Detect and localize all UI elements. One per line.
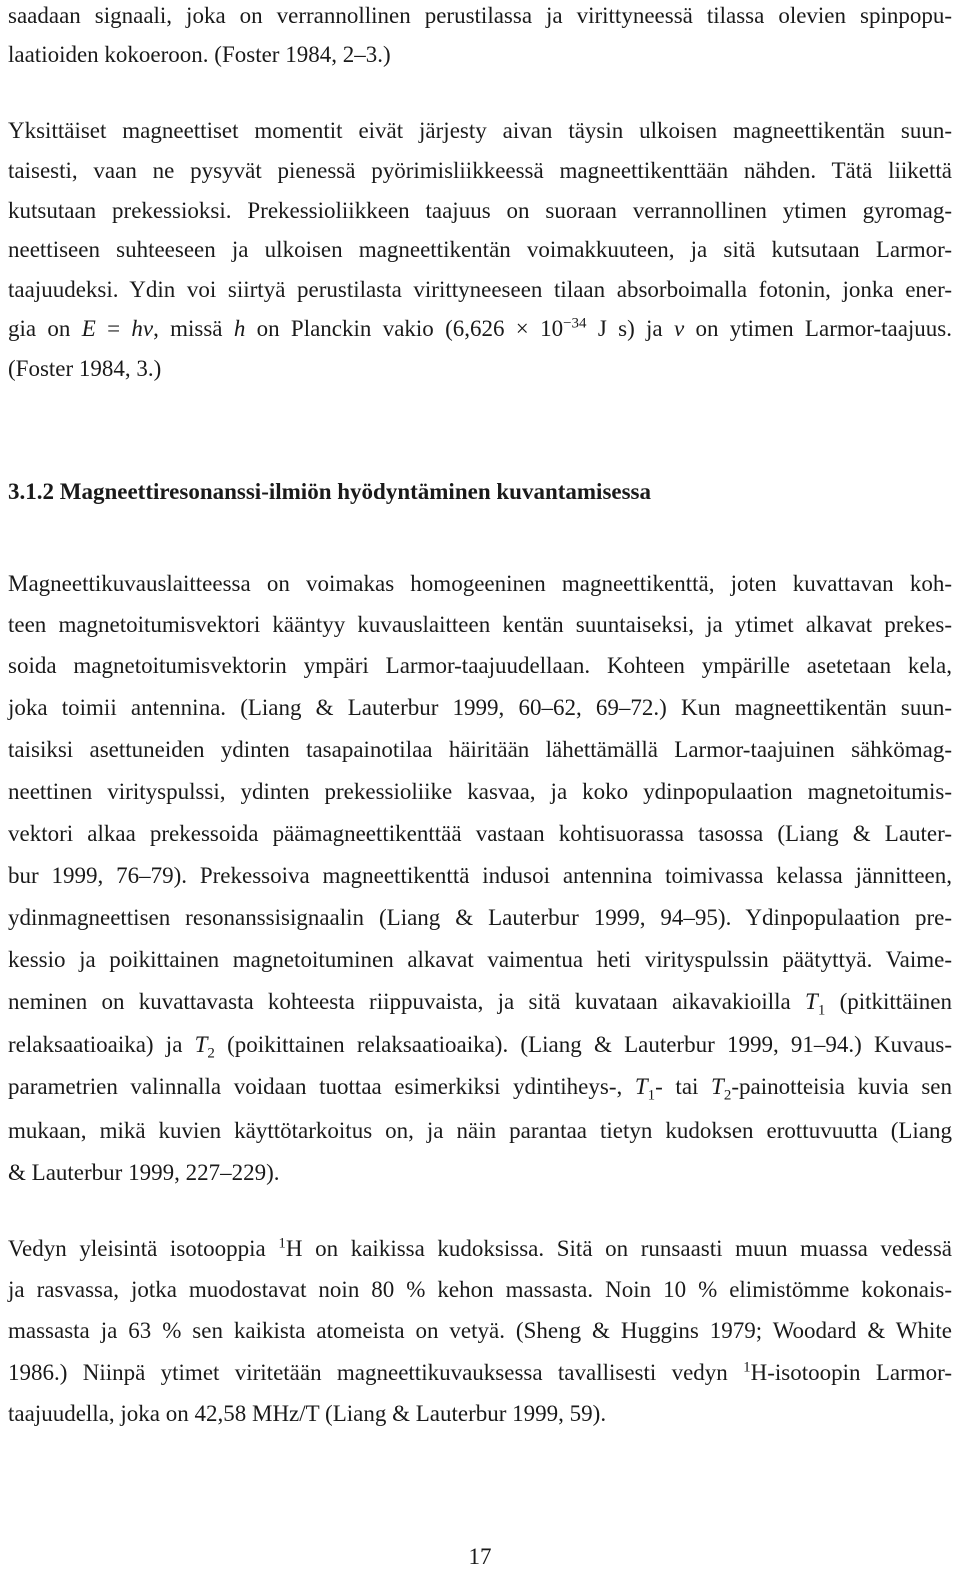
subscript: 1 [817,1002,826,1019]
text-line: vektori alkaa prekessoida päämagneettikenttää vastaan kohtisuorassa tasossa (Liang & Lauter- [8,821,952,846]
formula-line [8,315,952,343]
math-symbol-t: T [711,1074,724,1099]
text-line: teen magnetoitumisvektori kääntyy kuvauslaitteen kentän suuntaiseksi, ja ytimet alkavat prekes- [8,612,952,637]
math-symbol-t: T [634,1074,648,1099]
math-symbol-nu: ν [142,316,154,341]
text-line: kutsutaan prekessioksi. Prekessioliikkeen taajuus on suoraan verrannollinen ytimen gyromag- [8,198,952,223]
superscript: 1 [278,1235,286,1252]
text-line: laatioiden kokoeroon. (Foster 1984, 2–3.) [8,42,391,67]
text-span: -painotteisia kuvia sen [731,1074,952,1099]
section-title: Magneettiresonanssi-ilmiön hyödyntäminen kuvantamisessa [59,479,652,504]
subscript: 2 [723,1087,732,1104]
text-line: neettinen virityspulssi, ydinten prekessioliike kasvaa, ja koko ydinpopulaation magnetoitumis- [8,779,952,804]
text-line: kessio ja poikittainen magnetoituminen alkavat vaimentua heti virityspulssin päätyttyä. Vaime- [8,947,952,972]
text-line [8,1073,952,1104]
text-line: taisesti, vaan ne pysyvät pienessä pyörimisliikkeessä magneettikenttään nähden. Tätä liikettä [8,158,952,183]
text-line: taajuudeksi. Ydin voi siirtyä perustilasta virittyneeseen tilaan absorboimalla fotonin, jonka ener- [8,277,952,302]
text-span: gia on [8,316,82,341]
text-line: taajuudella, joka on 42,58 MHz/T (Liang & Lauterbur 1999, 59). [8,1401,607,1426]
text-line: taisiksi asettuneiden ydinten tasapainotilaa häiritään lähettämällä Larmor-taajuinen sähkömag- [8,737,952,762]
text-span: H-isotoopin Larmor- [750,1360,952,1385]
text-span: on ytimen Larmor-taajuus. [684,316,952,341]
text-span: Vedyn yleisintä isotooppia [8,1236,279,1261]
subscript: 2 [207,1045,215,1062]
text-line: (Foster 1984, 3.) [8,356,162,381]
section-number: 3.1.2 [8,479,54,504]
math-symbol-h: h [131,316,143,341]
section-heading [8,478,651,506]
math-symbol-e: E [81,316,96,341]
text-line [8,1235,952,1263]
text-line: Magneettikuvauslaitteessa on voimakas homogeeninen magneettikenttä, joten kuvattavan koh- [8,571,952,596]
text-span: on Planckin vakio (6,626 × 10 [245,316,564,341]
page-number: 17 [468,1544,492,1569]
exponent: −34 [563,315,587,332]
text-line: Yksittäiset magneettiset momentit eivät järjesty aivan täysin ulkoisen magneettikentän suun- [8,118,952,143]
text-span: (pitkittäinen [825,989,953,1014]
text-line: bur 1999, 76–79). Prekessoiva magneettikenttä indusoi antennina toimivassa kelassa jännitteen, [8,863,952,888]
text-span: - tai [655,1074,712,1099]
text-span: J s) ja [586,316,674,341]
math-symbol-t: T [194,1032,208,1057]
text-span: relaksaatioaika) ja [8,1032,195,1057]
text-line: massasta ja 63 % sen kaikista atomeista on vetyä. (Sheng & Huggins 1979; Woodard & White [8,1318,952,1343]
text-line: ydinmagneettisen resonanssisignaalin (Liang & Lauterbur 1999, 94–95). Ydinpopulaation pre- [8,905,952,930]
text-line: soida magnetoitumisvektorin ympäri Larmor-taajuudellaan. Kohteen ympärille asetetaan kela, [8,653,952,678]
text-line [8,988,953,1019]
text-span: (poikittainen relaksaatioaika). (Liang & Lauterbur 1999, 91–94.) Kuvaus- [214,1032,952,1057]
text-span: , missä [153,316,234,341]
math-symbol-h: h [233,316,246,341]
text-line: & Lauterbur 1999, 227–229). [8,1160,280,1185]
text-span: parametrien valinnalla voidaan tuottaa esimerkiksi ydintiheys-, [8,1074,635,1099]
text-line: ja rasvassa, jotka muodostavat noin 80 % kehon massasta. Noin 10 % elimistömme kokonais- [8,1277,952,1302]
text-line [8,1359,952,1387]
math-symbol-nu: ν [673,316,685,341]
text-span: 1986.) Niinpä ytimet viritetään magneettikuvauksessa tavallisesti vedyn [8,1360,744,1385]
text-line: saadaan signaali, joka on verrannollinen perustilassa ja virittyneessä tilassa olevien spinpopu- [8,3,952,28]
superscript: 1 [743,1359,751,1376]
text-line [8,1031,952,1062]
equals-sign: = [95,316,132,341]
math-symbol-t: T [805,989,818,1014]
subscript: 1 [647,1087,656,1104]
text-line: neettiseen suhteeseen ja ulkoisen magneettikentän voimakkuuteen, ja sitä kutsutaan Larmor- [8,237,952,262]
text-span: H on kaikissa kudoksissa. Sitä on runsaasti muun muassa vedessä [285,1236,952,1261]
text-span: neminen on kuvattavasta kohteesta riippuvaista, ja sitä kuvataan aikavakioilla [8,989,806,1014]
text-line: mukaan, mikä kuvien käyttötarkoitus on, ja näin parantaa tietyn kudoksen erottuvuutta (Liang [8,1118,952,1143]
text-line: joka toimii antennina. (Liang & Lauterbur 1999, 60–62, 69–72.) Kun magneettikentän suun- [8,695,952,720]
